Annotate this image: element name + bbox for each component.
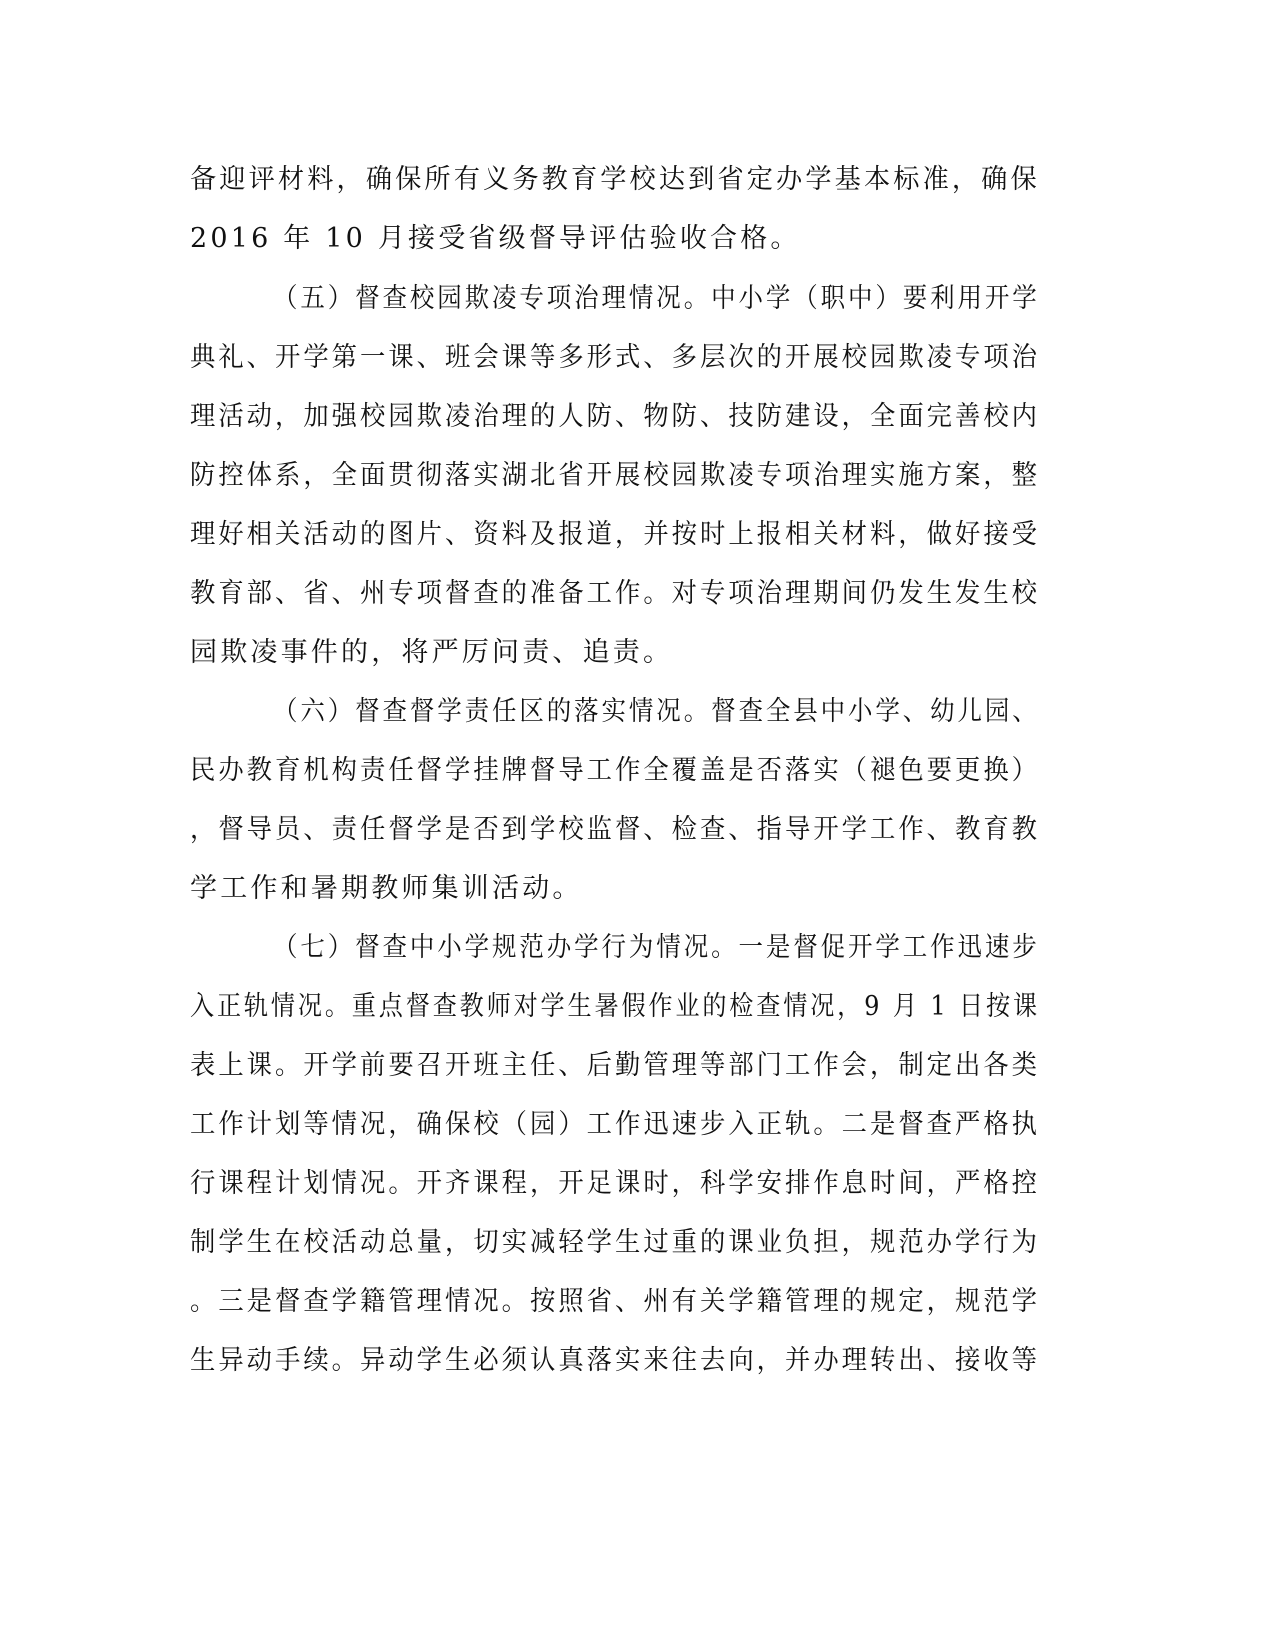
text-line: 。三是督查学籍管理情况。按照省、州有关学籍管理的规定，规范学 [190,1286,1041,1317]
text-line: 民办教育机构责任督学挂牌督导工作全覆盖是否落实（褪色要更换） [190,755,1041,786]
text-line: 备迎评材料，确保所有义务教育学校达到省定办学基本标准，确保 [190,164,1040,195]
text-line: 理好相关活动的图片、资料及报道，并按时上报相关材料，做好接受 [190,519,1041,550]
text-line: 教育部、省、州专项督查的准备工作。对专项治理期间仍发生发生校 [190,578,1041,609]
text-line: 行课程计划情况。开齐课程，开足课时，科学安排作息时间，严格控 [190,1168,1041,1199]
paragraph-heading-5: （五）督查校园欺凌专项治理情况。中小学（职中）要利用开学 [273,283,1040,314]
text-line: 园欺凌事件的，将严厉问责、追责。 [190,637,674,668]
text-line: 典礼、开学第一课、班会课等多形式、多层次的开展校园欺凌专项治 [190,342,1041,373]
text-line: 表上课。开学前要召开班主任、后勤管理等部门工作会，制定出各类 [190,1050,1041,1081]
text-line: 理活动，加强校园欺凌治理的人防、物防、技防建设，全面完善校内 [190,401,1041,432]
text-line: 2016 年 10 月接受省级督导评估验收合格。 [190,223,801,254]
text-line: 防控体系，全面贯彻落实湖北省开展校园欺凌专项治理实施方案，整 [190,460,1041,491]
text-line: 制学生在校活动总量，切实减轻学生过重的课业负担，规范办学行为 [190,1227,1041,1258]
text-line: 入正轨情况。重点督查教师对学生暑假作业的检查情况，9 月 1 日按课 [190,991,1040,1022]
paragraph-heading-6: （六）督查督学责任区的落实情况。督查全县中小学、幼儿园、 [273,696,1040,727]
text-line: 工作计划等情况，确保校（园）工作迅速步入正轨。二是督查严格执 [190,1109,1041,1140]
text-line: 生异动手续。异动学生必须认真落实来往去向，并办理转出、接收等 [190,1345,1041,1376]
paragraph-heading-7: （七）督查中小学规范办学行为情况。一是督促开学工作迅速步 [273,932,1040,963]
text-line: 学工作和暑期教师集训活动。 [190,873,583,904]
text-line: ，督导员、责任督学是否到学校监督、检查、指导开学工作、教育教 [190,814,1041,845]
